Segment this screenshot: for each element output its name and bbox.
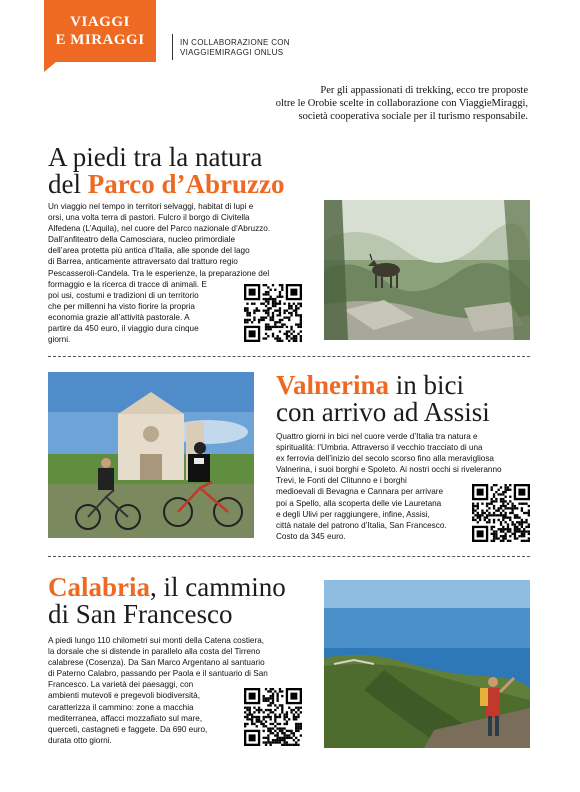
- logo-line-2: E MIRAGGI: [55, 32, 145, 48]
- assisi-cyclists-photo: [48, 372, 254, 538]
- section-divider: [48, 556, 530, 557]
- body-line: mediterranea, affacci mozzafiato sul mare,: [48, 713, 203, 723]
- collaboration-note: [180, 38, 290, 58]
- title-line-2: con arrivo ad Assisi: [276, 397, 490, 427]
- body-line: Trevi, le Fonti del Clitunno e i borghi: [276, 476, 407, 486]
- title-prefix: del: [48, 169, 88, 199]
- section-abruzzo-title: [48, 144, 284, 198]
- body-line: medioevali di Bevagna e Cannara per arrivare: [276, 487, 444, 497]
- body-line: spiritualità: l’Umbria. Attraverso il vecchio tracciato di una: [276, 443, 483, 453]
- collab-line-2: VIAGGIEMIRAGGI ONLUS: [180, 48, 284, 57]
- body-line: Pescasseroli-Candela. Tra le esperienze, la preparazione del: [48, 268, 270, 278]
- collab-line-1: IN COLLABORAZIONE CON: [180, 38, 290, 47]
- body-line: che per millenni ha visto fiorire la propria: [48, 301, 195, 311]
- calabria-coast-photo: [324, 580, 530, 748]
- title-highlight: Parco d’Abruzzo: [87, 169, 285, 199]
- body-line: partire da 450 euro, il viaggio dura cinque: [48, 324, 199, 334]
- body-line: Dall’anfiteatro della Camosciara, nucleo primordiale: [48, 235, 236, 245]
- body-line: Quattro giorni in bici nel cuore verde d’Italia tra natura e: [276, 432, 478, 441]
- chamois-photo: [324, 200, 530, 340]
- body-line: poi usi, costumi e tradizioni di un territorio: [48, 290, 199, 300]
- body-line: giorni.: [48, 335, 71, 345]
- section-divider: [48, 356, 530, 357]
- body-line: formaggio e la ricerca di tracce di animali. E: [48, 279, 207, 289]
- viaggi-e-miraggi-logo: [44, 0, 156, 62]
- body-line: caratterizza il cammino: zone a macchia: [48, 702, 194, 712]
- body-line: durata otto giorni.: [48, 735, 112, 745]
- body-line: economia grazie all’attività pastorale. A: [48, 312, 190, 322]
- body-line: ex ferrovia dell’inizio del secolo scorso fino alla meravigliosa: [276, 454, 494, 464]
- body-line: dell’area protetta più antica d’Italia, alle sponde del lago: [48, 246, 250, 256]
- body-line: querceti, castagneti e faggete. Da 690 euro,: [48, 724, 208, 734]
- intro-line: Per gli appassionati di trekking, ecco tre proposte: [320, 85, 528, 96]
- body-line: Costo da 345 euro.: [276, 531, 346, 541]
- title-line-1: [48, 574, 286, 601]
- intro-paragraph: [198, 84, 528, 123]
- logo-line-1: VIAGGI: [70, 14, 130, 30]
- title-suffix: , il cammino: [150, 572, 286, 602]
- body-line: A piedi lungo 110 chilometri sui monti della Catena costiera,: [48, 636, 265, 645]
- header-divider: [172, 34, 173, 60]
- body-line: ambienti mutevoli e pregevoli biodiversità,: [48, 691, 201, 701]
- qr-code[interactable]: [244, 688, 302, 746]
- title-highlight: Valnerina: [276, 370, 390, 400]
- body-line: Un viaggio nel tempo in territori selvaggi, habitat di lupi e: [48, 202, 254, 211]
- title-line-2: di San Francesco: [48, 599, 233, 629]
- title-line-2: [48, 171, 284, 198]
- body-line: di Barrea, anticamente attraversato dal tratturo regio: [48, 257, 238, 267]
- section-calabria-title: [48, 574, 286, 628]
- logo-notch: [44, 62, 56, 72]
- body-line: poi a Spello, alla scoperta delle vie Lauretana: [276, 498, 442, 508]
- body-line: Valnerina, i suoi borghi e Spoleto. Ai nostri occhi si riveleranno: [276, 465, 502, 475]
- body-line: città natale del patrono d’Italia, San Francesco.: [276, 520, 447, 530]
- title-highlight: Calabria: [48, 572, 151, 602]
- qr-code[interactable]: [472, 484, 530, 542]
- body-line: la dorsale che si distende in parallelo alla costa del Tirreno: [48, 647, 261, 657]
- body-line: orsi, una volta terra di pastori. Fulcro il borgo di Civitella: [48, 213, 250, 223]
- body-line: e degli Ulivi per raggiungere, infine, Assisi,: [276, 509, 430, 519]
- section-valnerina-title: [276, 372, 490, 426]
- intro-line: oltre le Orobie scelte in collaborazione con ViaggieMiraggi,: [275, 98, 528, 109]
- title-line-1: A piedi tra la natura: [48, 142, 263, 172]
- intro-line: società cooperativa sociale per il turismo responsabile.: [298, 111, 528, 122]
- title-suffix: in bici: [389, 370, 465, 400]
- body-line: di Paterno Calabro, passando per Paola e il santuario di San: [48, 669, 268, 679]
- body-line: Alfedena (L’Aquila), nel cuore del Parco nazionale d’Abruzzo.: [48, 224, 271, 234]
- body-line: Francesco. La varietà dei paesaggi, con: [48, 680, 194, 690]
- title-line-1: [276, 372, 490, 399]
- body-line: calabrese (Cosenza). Da San Marco Argentano al santuario: [48, 658, 265, 668]
- qr-code[interactable]: [244, 284, 302, 342]
